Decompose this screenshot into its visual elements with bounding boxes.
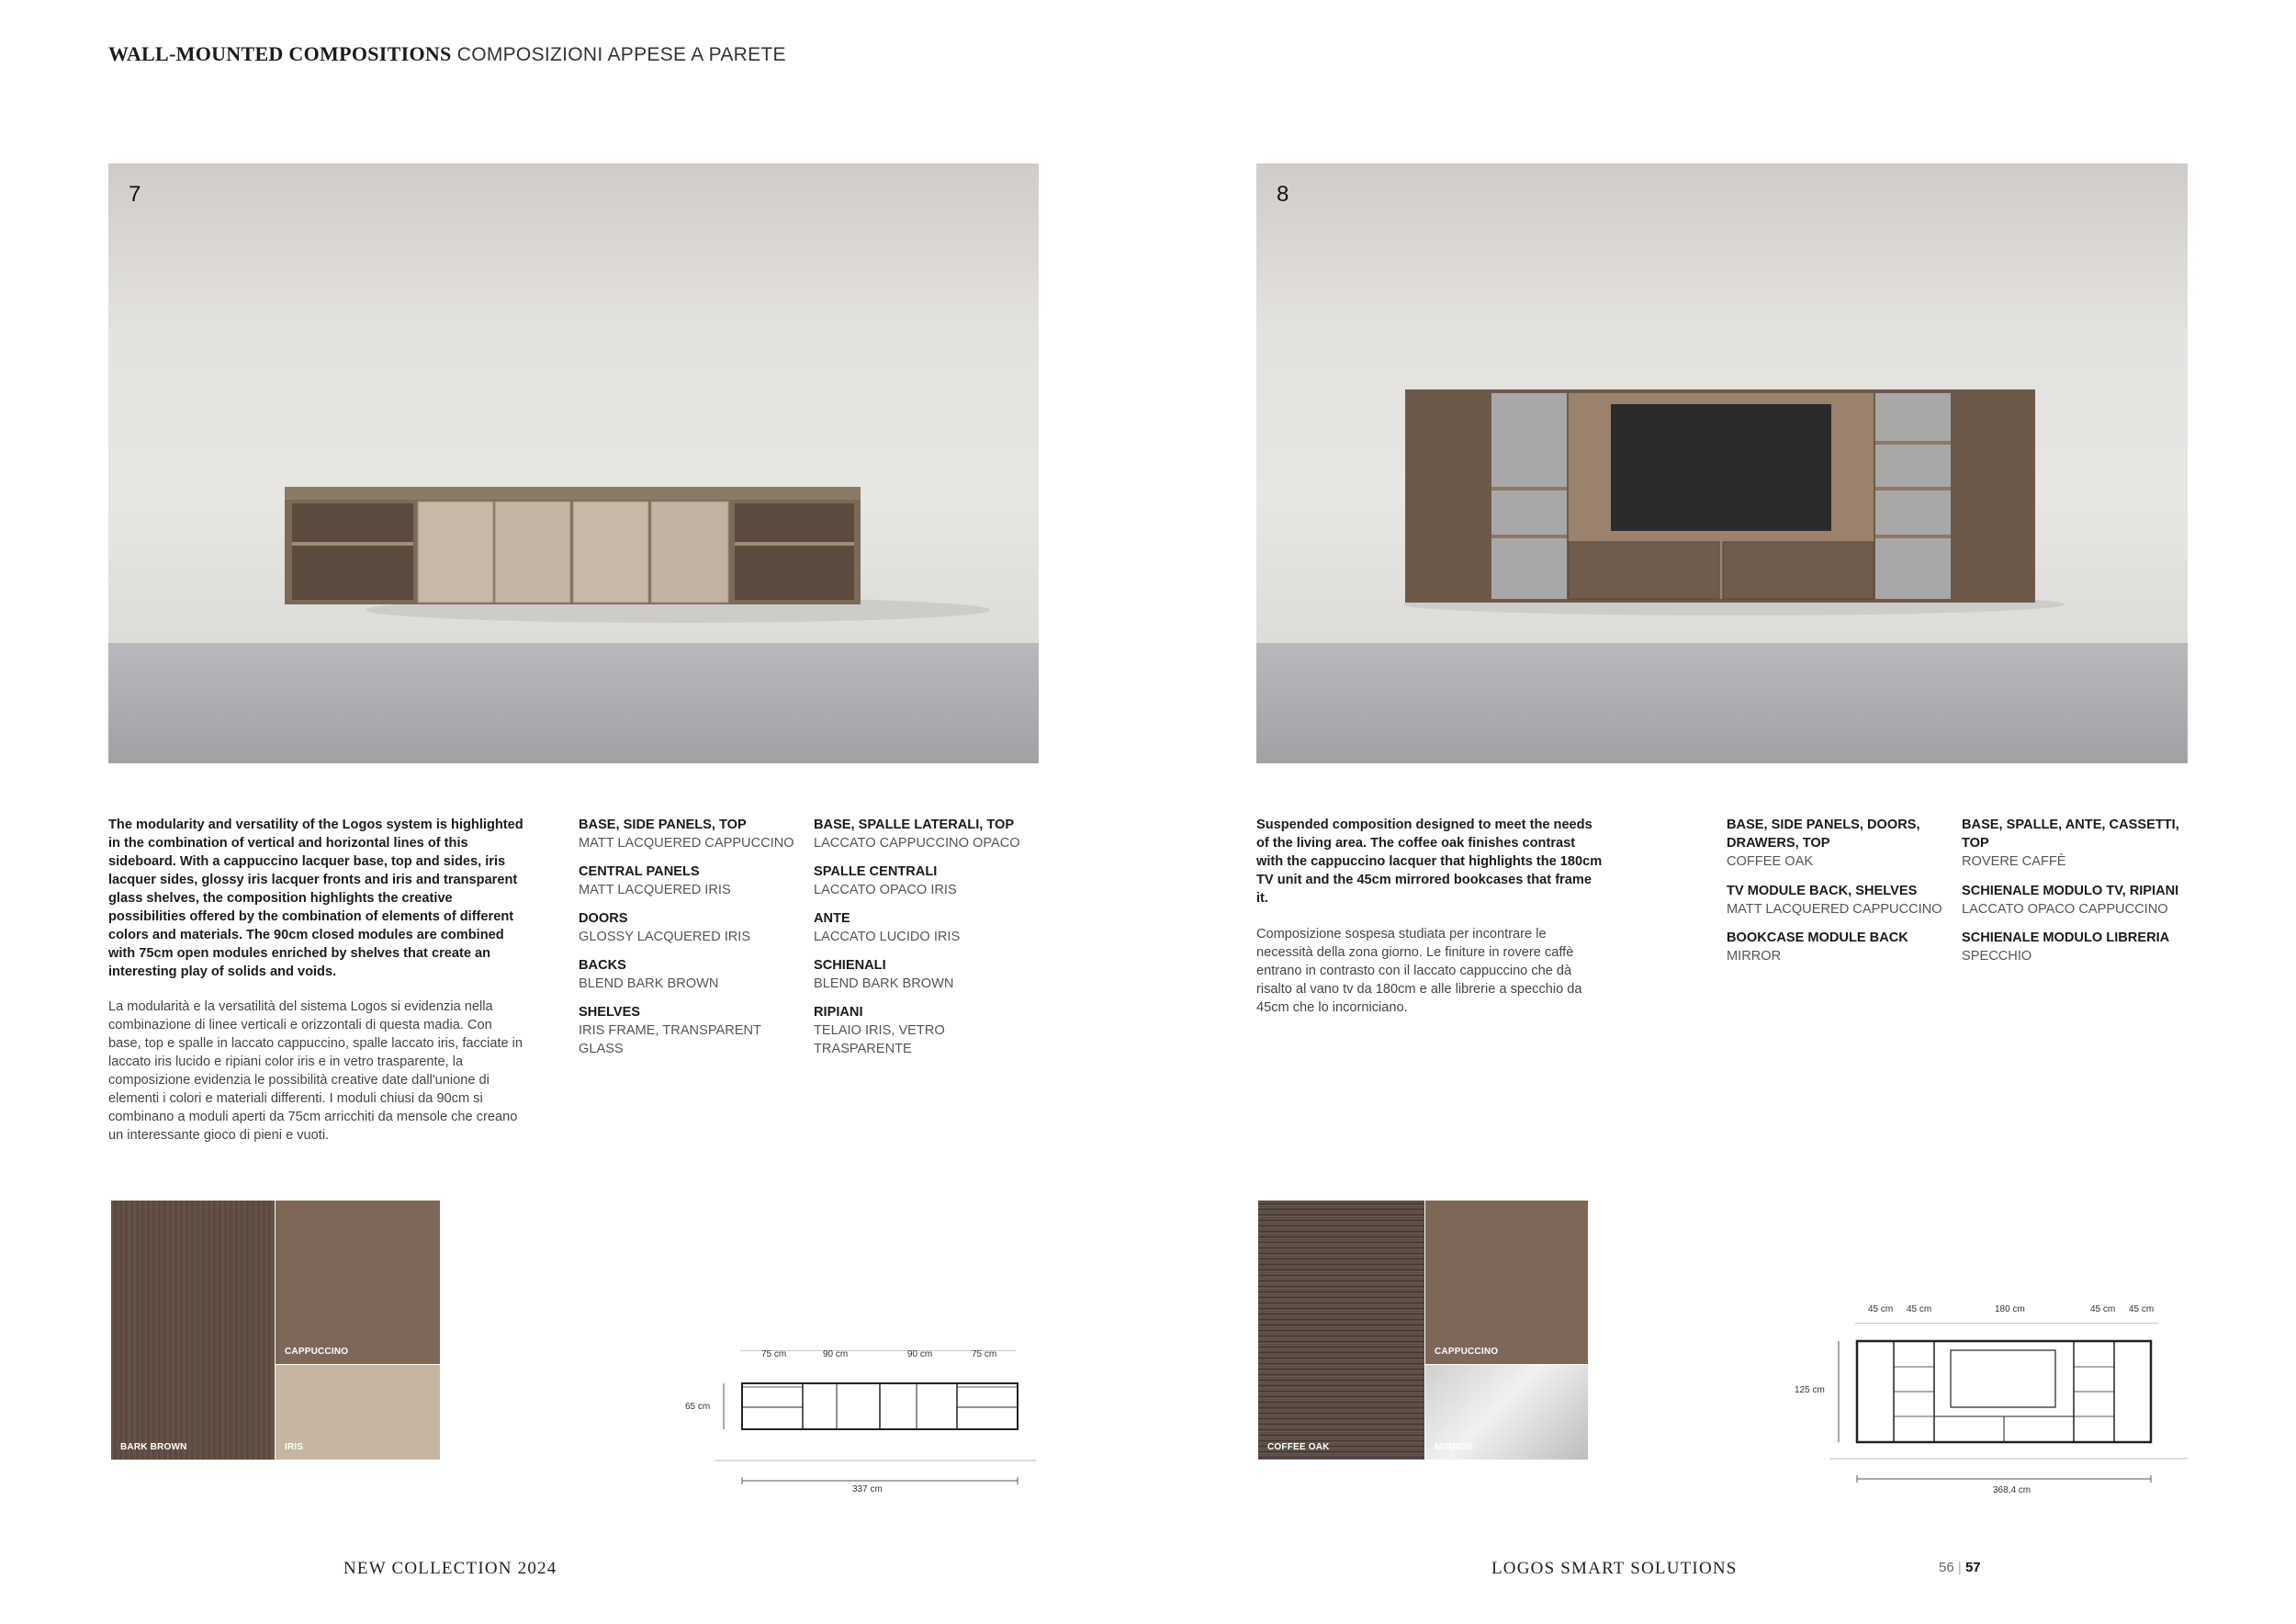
spec-value: MATT LACQUERED CAPPUCCINO <box>1727 902 1942 917</box>
spec-label: SCHIENALE MODULO TV, RIPIANI <box>1962 884 2179 898</box>
spec-block <box>1727 882 1956 919</box>
swatch-label: IRIS <box>285 1442 304 1452</box>
header-title-it: COMPOSIZIONI APPESE A PARETE <box>456 44 786 65</box>
spec-value: SPECCHIO <box>1962 949 2032 964</box>
footer-collection: NEW COLLECTION 2024 <box>343 1559 557 1578</box>
composition-8-dimension-drawing <box>1828 1323 2195 1506</box>
spec-block <box>579 1003 799 1058</box>
page-header <box>108 42 786 66</box>
swatch-bark-brown <box>111 1201 275 1460</box>
spec-value: BLEND BARK BROWN <box>814 976 954 991</box>
spec-value: IRIS FRAME, TRANSPARENT GLASS <box>579 1023 761 1056</box>
swatch-label: MIRROR <box>1435 1442 1473 1452</box>
spec-label: BOOKCASE MODULE BACK <box>1727 930 1908 945</box>
spec-value: LACCATO LUCIDO IRIS <box>814 930 961 944</box>
swatch-cappuccino <box>276 1201 440 1364</box>
page-separator: | <box>1957 1560 1962 1575</box>
spec-label: BASE, SPALLE LATERALI, TOP <box>814 818 1015 832</box>
spec-value: ROVERE CAFFÈ <box>1962 854 2066 869</box>
spec-value: BLEND BARK BROWN <box>579 976 719 991</box>
spec-block <box>1962 816 2191 871</box>
spec-label: TV MODULE BACK, SHELVES <box>1727 884 1918 898</box>
spec-block <box>814 956 1043 993</box>
spec-value: TELAIO IRIS, VETRO TRASPARENTE <box>814 1023 945 1056</box>
swatch-iris <box>276 1365 440 1460</box>
composition-number: 8 <box>1277 182 1289 207</box>
dimension-label: 180 cm <box>1995 1304 2025 1314</box>
footer-brand: LOGOS SMART SOLUTIONS <box>1491 1559 1738 1578</box>
spec-value: LACCATO OPACO IRIS <box>814 883 957 897</box>
spec-block <box>814 1003 970 1058</box>
spec-label: SCHIENALI <box>814 958 886 973</box>
spec-label: SPALLE CENTRALI <box>814 864 938 879</box>
spec-value: MATT LACQUERED CAPPUCCINO <box>579 836 794 851</box>
spec-block <box>1727 929 1956 965</box>
spec-block <box>1727 816 1947 871</box>
spec-value: GLOSSY LACQUERED IRIS <box>579 930 751 944</box>
dimension-label: 368,4 cm <box>1993 1485 2032 1495</box>
spec-label: DOORS <box>579 911 628 926</box>
dimension-label: 65 cm <box>685 1402 711 1412</box>
spec-block <box>814 909 1043 946</box>
dimension-label: 75 cm <box>761 1349 787 1359</box>
composition-7-description-en: The modularity and versatility of the Logos system is highlighted in the combination of vertical and horizontal lines of this sideboard. With a cappuccino lacquer base, top and sides, iris lacquer sides, glossy iris lacquer fronts and iris and transparent glass shelves, the composition highlights the creative possibilities offered by the combination of elements of different colors and materials. The 90cm closed modules are combined with 75cm open modules enriched by shelves that create an interesting play of solids and voids. <box>108 818 523 979</box>
composition-8-photo <box>1256 164 2188 763</box>
dimension-label: 45 cm <box>1868 1304 1894 1314</box>
spec-block <box>579 956 808 993</box>
composition-7-description-it: La modularità e la versatilità del sistema Logos si evidenzia nella combinazione di linee verticali e orizzontali di questa madia. Con base, top e spalle in laccato cappuccino, spalle laccato iris, facciate in laccato iris lucido e ripiani color iris e in vetro trasparente, la composizione evidenzia le possibilità creative date dall'unione di elementi i colori e materiali differenti. I moduli chiusi da 90cm si combinano a moduli aperti da 75cm arricchiti da mensole che creano un interessante gioco di pieni e vuoti. <box>108 999 523 1143</box>
sideboard-illustration <box>108 164 1039 763</box>
dimension-label: 125 cm <box>1795 1385 1825 1395</box>
composition-number: 7 <box>129 182 141 207</box>
spec-label: BASE, SIDE PANELS, DOORS, DRAWERS, TOP <box>1727 818 1920 851</box>
spec-block <box>1962 929 2191 965</box>
spec-block <box>579 816 808 852</box>
spec-value: COFFEE OAK <box>1727 854 1814 869</box>
page-number-current: 57 <box>1964 1560 1981 1575</box>
page-numbers <box>1939 1560 1981 1575</box>
spec-label: SCHIENALE MODULO LIBRERIA <box>1962 930 2170 945</box>
spec-block <box>814 863 1043 899</box>
dimension-label: 45 cm <box>1907 1304 1932 1314</box>
spec-block <box>814 816 1043 852</box>
dimension-label: 337 cm <box>852 1484 883 1494</box>
dimension-label: 90 cm <box>907 1349 933 1359</box>
composition-7-dimension-drawing <box>713 1350 1052 1506</box>
header-title-en: WALL-MOUNTED COMPOSITIONS <box>108 42 452 65</box>
spec-label: BASE, SIDE PANELS, TOP <box>579 818 747 832</box>
swatch-cappuccino <box>1425 1201 1588 1364</box>
spec-label: CENTRAL PANELS <box>579 864 700 879</box>
spec-label: ANTE <box>814 911 850 926</box>
spec-block <box>579 909 808 946</box>
dimension-label: 90 cm <box>823 1349 849 1359</box>
tv-unit-illustration <box>1256 164 2188 763</box>
swatch-mirror <box>1425 1365 1588 1460</box>
swatch-label: CAPPUCCINO <box>1435 1347 1499 1357</box>
spec-label: BACKS <box>579 958 626 973</box>
swatch-coffee-oak <box>1258 1201 1424 1460</box>
swatch-label: BARK BROWN <box>120 1442 187 1452</box>
spec-value: MATT LACQUERED IRIS <box>579 883 731 897</box>
dimension-label: 45 cm <box>2090 1304 2116 1314</box>
spec-label: SHELVES <box>579 1005 641 1020</box>
spec-label: BASE, SPALLE, ANTE, CASSETTI, TOP <box>1962 818 2179 851</box>
composition-8-description-it: Composizione sospesa studiata per incontrare le necessità della zona giorno. Le finiture in rovere caffè entrano in contrasto con il laccato cappuccino che dà risalto al vano tv da 180cm e alle librerie a specchio da 45cm che lo incorniciano. <box>1256 927 1582 1015</box>
page-number-prev: 56 <box>1939 1560 1954 1575</box>
spec-label: RIPIANI <box>814 1005 863 1020</box>
spec-value: LACCATO OPACO CAPPUCCINO <box>1962 902 2168 917</box>
swatch-label: CAPPUCCINO <box>285 1347 349 1357</box>
spec-value: LACCATO CAPPUCCINO OPACO <box>814 836 1020 851</box>
spec-value: MIRROR <box>1727 949 1782 964</box>
dimension-label: 75 cm <box>972 1349 997 1359</box>
swatch-label: COFFEE OAK <box>1267 1442 1330 1452</box>
composition-8-description-en: Suspended composition designed to meet the needs of the living area. The coffee oak finishes contrast with the cappuccino lacquer that highlights the 180cm TV unit and the 45cm mirrored bookcases that frame it. <box>1256 818 1603 906</box>
dimension-label: 45 cm <box>2129 1304 2155 1314</box>
spec-block <box>579 863 808 899</box>
spec-block <box>1962 882 2191 919</box>
composition-7-photo <box>108 164 1039 763</box>
